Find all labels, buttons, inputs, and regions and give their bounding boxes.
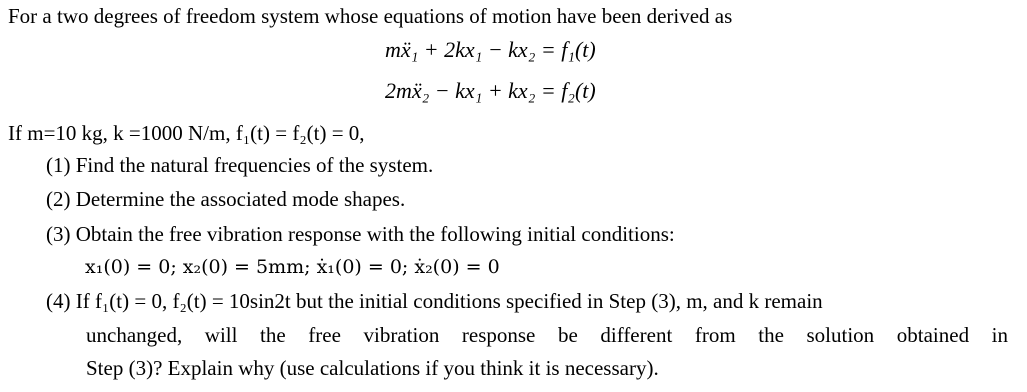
question-1: (1) Find the natural frequencies of the system. xyxy=(46,153,434,177)
question-4-line-2: unchanged, will the free vibration response be different from the solution obtained in xyxy=(86,323,1008,347)
initial-conditions: x₁(0) = 0; x₂(0) = 5mm; ẋ₁(0) = 0; ẋ₂(0) = 0 xyxy=(85,256,500,278)
question-4-line-3: Step (3)? Explain why (use calculations if you think it is necessary). xyxy=(86,356,659,380)
question-4-line-1: (4) If f₁(t) = 0, f₂(t) = 10sin2t but the initial conditions specified in Step (3), m, and k remain xyxy=(46,289,823,313)
equation-of-motion-1: mẍ₁ + 2kx₁ − kx₂ = f₁(t) xyxy=(385,37,596,62)
question-2: (2) Determine the associated mode shapes. xyxy=(46,187,406,211)
problem-intro: For a two degrees of freedom system whose equations of motion have been derived as xyxy=(8,4,733,28)
question-3: (3) Obtain the free vibration response with the following initial conditions: xyxy=(46,222,675,246)
given-parameters: If m=10 kg, k =1000 N/m, f₁(t) = f₂(t) = 0, xyxy=(8,121,365,145)
equation-of-motion-2: 2mẍ₂ − kx₁ + kx₂ = f₂(t) xyxy=(385,78,596,103)
